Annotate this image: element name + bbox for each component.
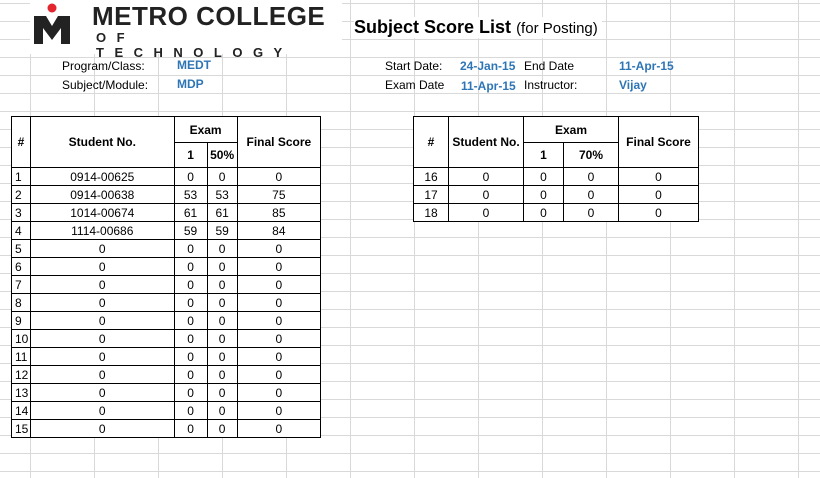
exam-weighted[interactable]: 0 <box>207 240 237 258</box>
table-row <box>12 168 321 186</box>
final-score[interactable]: 0 <box>237 258 320 276</box>
exam-score[interactable]: 0 <box>524 204 564 222</box>
student-no[interactable]: 0 <box>31 330 174 348</box>
exam-weighted[interactable]: 0 <box>207 276 237 294</box>
col-header-exam-no: 1 <box>524 143 564 168</box>
final-score[interactable]: 0 <box>237 294 320 312</box>
col-header-exam: Exam <box>524 117 619 143</box>
exam-weighted[interactable]: 0 <box>207 312 237 330</box>
subject-value: MDP <box>177 77 204 91</box>
exam-score[interactable]: 0 <box>174 168 207 186</box>
row-number[interactable]: 6 <box>12 258 31 276</box>
table-row <box>12 402 321 420</box>
student-no[interactable]: 0 <box>31 294 174 312</box>
table-row <box>12 384 321 402</box>
student-no[interactable]: 0 <box>31 366 174 384</box>
table-row <box>12 312 321 330</box>
exam-score[interactable]: 0 <box>174 384 207 402</box>
exam-score[interactable]: 53 <box>174 186 207 204</box>
student-no[interactable]: 0 <box>449 204 524 222</box>
logo-brand-line1: METRO COLLEGE <box>92 1 326 31</box>
col-header-student: Student No. <box>449 117 524 168</box>
col-header-exam-weight: 50% <box>207 143 237 168</box>
student-no[interactable]: 0914-00638 <box>31 186 174 204</box>
row-number[interactable]: 14 <box>12 402 31 420</box>
row-number[interactable]: 10 <box>12 330 31 348</box>
table-row <box>12 330 321 348</box>
table-row <box>414 168 699 186</box>
student-no[interactable]: 1114-00686 <box>31 222 174 240</box>
exam-weighted[interactable]: 0 <box>564 186 619 204</box>
exam-score[interactable]: 0 <box>524 168 564 186</box>
row-number[interactable]: 7 <box>12 276 31 294</box>
exam-date-value: 11-Apr-15 <box>461 79 516 93</box>
col-header-final: Final Score <box>619 117 699 168</box>
col-header-exam-no: 1 <box>174 143 207 168</box>
table-row <box>414 204 699 222</box>
final-score[interactable]: 0 <box>237 276 320 294</box>
exam-score[interactable]: 0 <box>174 402 207 420</box>
final-score[interactable]: 0 <box>619 186 699 204</box>
page-title-sub: (for Posting) <box>516 20 598 37</box>
col-header-student: Student No. <box>31 117 174 168</box>
table-row <box>12 258 321 276</box>
start-date-value: 24-Jan-15 <box>460 59 516 73</box>
row-number[interactable]: 8 <box>12 294 31 312</box>
table-row <box>12 204 321 222</box>
exam-score[interactable]: 0 <box>174 366 207 384</box>
exam-weighted[interactable]: 0 <box>207 420 237 438</box>
row-number[interactable]: 13 <box>12 384 31 402</box>
exam-score[interactable]: 0 <box>174 312 207 330</box>
student-no[interactable]: 0914-00625 <box>31 168 174 186</box>
exam-score[interactable]: 0 <box>174 420 207 438</box>
col-header-num: # <box>414 117 449 168</box>
exam-weighted[interactable]: 0 <box>207 348 237 366</box>
row-number[interactable]: 5 <box>12 240 31 258</box>
exam-weighted[interactable]: 53 <box>207 186 237 204</box>
instructor-value: Vijay <box>619 78 647 92</box>
student-no[interactable]: 0 <box>31 348 174 366</box>
exam-weighted[interactable]: 0 <box>207 330 237 348</box>
end-date-value: 11-Apr-15 <box>619 59 674 73</box>
student-no[interactable]: 0 <box>31 258 174 276</box>
final-score[interactable]: 0 <box>237 330 320 348</box>
final-score[interactable]: 0 <box>237 312 320 330</box>
student-no[interactable]: 0 <box>31 420 174 438</box>
exam-weighted[interactable]: 0 <box>564 168 619 186</box>
exam-weighted[interactable]: 0 <box>564 204 619 222</box>
table-row <box>12 348 321 366</box>
final-score[interactable]: 85 <box>237 204 320 222</box>
exam-weighted[interactable]: 0 <box>207 168 237 186</box>
final-score[interactable]: 0 <box>237 240 320 258</box>
final-score[interactable]: 0 <box>619 204 699 222</box>
instructor-label: Instructor: <box>524 78 578 92</box>
exam-weighted[interactable]: 0 <box>207 384 237 402</box>
row-number[interactable]: 16 <box>414 168 449 186</box>
exam-weighted[interactable]: 0 <box>207 366 237 384</box>
program-value: MEDT <box>177 58 211 72</box>
exam-weighted[interactable]: 0 <box>207 258 237 276</box>
start-date-label: Start Date: <box>385 59 443 73</box>
logo-mark-icon <box>30 2 74 46</box>
exam-score[interactable]: 0 <box>174 294 207 312</box>
student-no[interactable]: 0 <box>449 186 524 204</box>
end-date-label: End Date <box>524 59 575 73</box>
row-number[interactable]: 3 <box>12 204 31 222</box>
table-row <box>12 186 321 204</box>
row-number[interactable]: 17 <box>414 186 449 204</box>
student-no[interactable]: 0 <box>31 240 174 258</box>
page-title <box>354 17 602 38</box>
row-number[interactable]: 4 <box>12 222 31 240</box>
student-no[interactable]: 0 <box>31 384 174 402</box>
table-row <box>12 276 321 294</box>
exam-score[interactable]: 0 <box>524 186 564 204</box>
student-no[interactable]: 0 <box>31 312 174 330</box>
page-title-main: Subject Score List <box>354 17 512 37</box>
exam-weighted[interactable]: 61 <box>207 204 237 222</box>
final-score[interactable]: 0 <box>237 366 320 384</box>
score-table-left <box>11 116 321 438</box>
final-score[interactable]: 0 <box>237 420 320 438</box>
row-number[interactable]: 2 <box>12 186 31 204</box>
score-table-right <box>413 116 699 222</box>
final-score[interactable]: 0 <box>237 168 320 186</box>
program-label: Program/Class: <box>62 59 145 73</box>
table-row <box>12 366 321 384</box>
final-score[interactable]: 0 <box>619 168 699 186</box>
col-header-exam-weight: 70% <box>564 143 619 168</box>
student-no[interactable]: 0 <box>449 168 524 186</box>
final-score[interactable]: 75 <box>237 186 320 204</box>
row-number[interactable]: 1 <box>12 168 31 186</box>
exam-weighted[interactable]: 0 <box>207 294 237 312</box>
college-logo <box>30 0 342 60</box>
col-header-final: Final Score <box>237 117 320 168</box>
exam-score[interactable]: 0 <box>174 348 207 366</box>
exam-weighted[interactable]: 59 <box>207 222 237 240</box>
final-score[interactable]: 84 <box>237 222 320 240</box>
exam-score[interactable]: 0 <box>174 330 207 348</box>
student-no[interactable]: 0 <box>31 276 174 294</box>
row-number[interactable]: 18 <box>414 204 449 222</box>
table-row <box>12 420 321 438</box>
row-number[interactable]: 12 <box>12 366 31 384</box>
subject-label: Subject/Module: <box>62 78 149 92</box>
table-row <box>12 240 321 258</box>
table-row <box>414 186 699 204</box>
exam-score[interactable]: 0 <box>174 276 207 294</box>
exam-score[interactable]: 0 <box>174 240 207 258</box>
row-number[interactable]: 11 <box>12 348 31 366</box>
col-header-num: # <box>12 117 31 168</box>
exam-score[interactable]: 0 <box>174 258 207 276</box>
col-header-exam: Exam <box>174 117 237 143</box>
table-row <box>12 222 321 240</box>
final-score[interactable]: 0 <box>237 402 320 420</box>
table-row <box>12 294 321 312</box>
row-number[interactable]: 15 <box>12 420 31 438</box>
exam-date-label: Exam Date <box>385 78 445 92</box>
student-no[interactable]: 0 <box>31 402 174 420</box>
exam-score[interactable]: 59 <box>174 222 207 240</box>
final-score[interactable]: 0 <box>237 384 320 402</box>
exam-weighted[interactable]: 0 <box>207 402 237 420</box>
logo-brand-line2: OF TECHNOLOGY <box>96 30 293 60</box>
exam-score[interactable]: 61 <box>174 204 207 222</box>
row-number[interactable]: 9 <box>12 312 31 330</box>
student-no[interactable]: 1014-00674 <box>31 204 174 222</box>
final-score[interactable]: 0 <box>237 348 320 366</box>
